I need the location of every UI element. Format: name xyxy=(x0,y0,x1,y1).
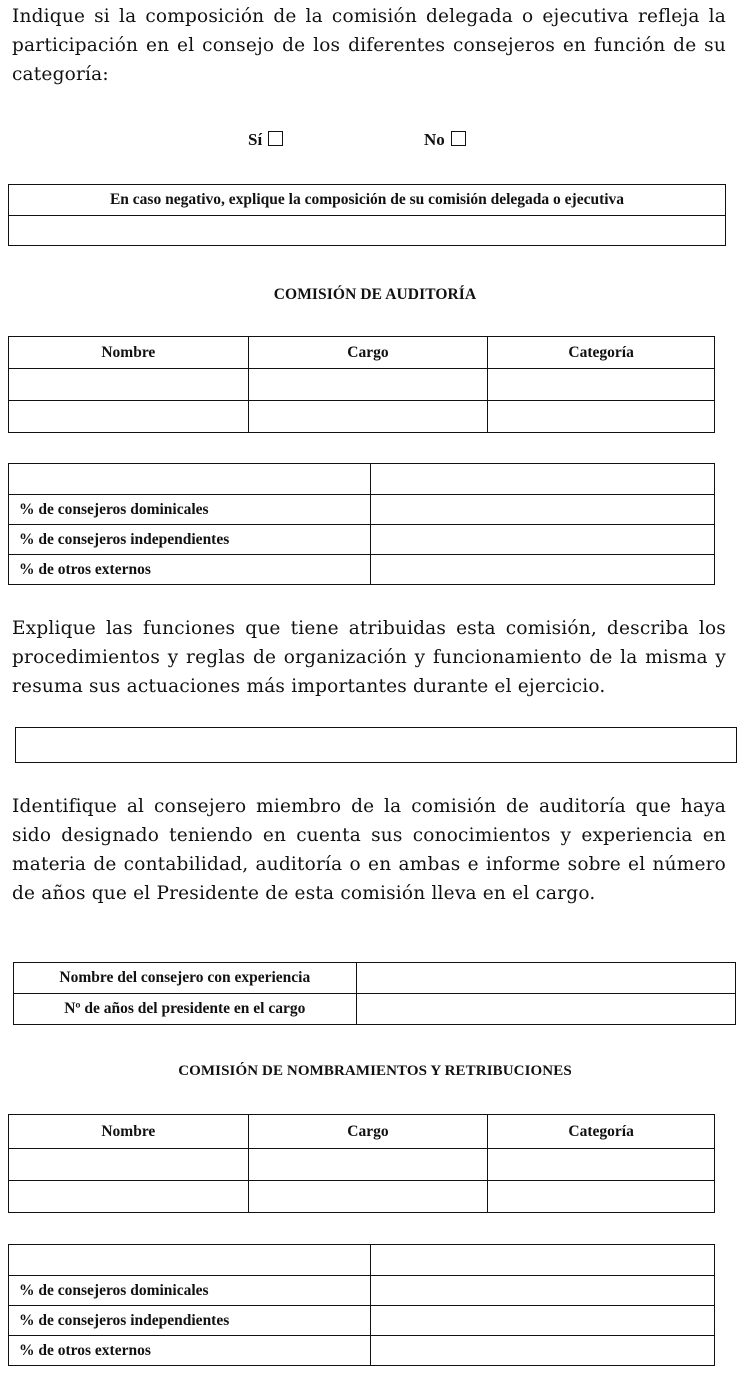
expert-prompt: Identifique al consejero miembro de la comisión de auditoría que haya sido designado teniendo en cuenta sus conocimientos y experiencia en materia de contabilidad, auditoría o en ambas e informe sobre el número de años que el Presidente de esta comisión lleva en el cargo. xyxy=(12,796,726,904)
functions-answer-table xyxy=(15,727,737,763)
nombre-cell[interactable] xyxy=(9,1181,249,1213)
table-row xyxy=(9,369,715,401)
composition-question: Indique si la composición de la comisión delegada o ejecutiva refleja la participación en el consejo de los diferentes consejeros en función de su categoría: xyxy=(12,6,726,85)
percent-value-field[interactable] xyxy=(370,1245,714,1276)
categoria-cell[interactable] xyxy=(488,1181,715,1213)
percent-value-field[interactable] xyxy=(370,525,714,555)
cargo-cell[interactable] xyxy=(248,369,488,401)
table-row xyxy=(9,555,715,585)
table-row xyxy=(9,1245,715,1276)
column-header-categoria: Categoría xyxy=(488,337,715,369)
si-checkbox[interactable] xyxy=(268,131,283,146)
table-row xyxy=(9,525,715,555)
nombre-cell[interactable] xyxy=(9,1149,249,1181)
appointments-committee-title: COMISIÓN DE NOMBRAMIENTOS Y RETRIBUCIONES xyxy=(178,1063,572,1079)
categoria-cell[interactable] xyxy=(488,401,715,433)
percent-label: % de consejeros dominicales xyxy=(9,1276,371,1306)
table-row xyxy=(9,495,715,525)
nombre-cell[interactable] xyxy=(9,369,249,401)
table-row xyxy=(9,1276,715,1306)
audit-members-table xyxy=(8,336,715,433)
negative-explanation-table xyxy=(8,184,726,246)
percent-value-field[interactable] xyxy=(370,464,714,495)
audit-committee-title: COMISIÓN DE AUDITORÍA xyxy=(273,286,477,303)
expert-table xyxy=(13,962,736,1025)
percent-label: % de consejeros independientes xyxy=(9,1306,371,1336)
si-label: Sí xyxy=(248,130,263,149)
percent-value-field[interactable] xyxy=(370,495,714,525)
table-row xyxy=(9,401,715,433)
table-row xyxy=(14,963,736,994)
percent-value-field[interactable] xyxy=(370,555,714,585)
table-row xyxy=(14,994,736,1025)
percent-label: % de otros externos xyxy=(9,555,371,585)
functions-prompt: Explique las funciones que tiene atribuidas esta comisión, describa los procedimientos y reglas de organización y funcionamiento de la misma y resuma sus actuaciones más importantes durante el ejercicio. xyxy=(12,618,726,697)
no-option[interactable] xyxy=(424,130,466,150)
negative-explanation-header: En caso negativo, explique la composición de su comisión delegada o ejecutiva xyxy=(9,185,726,216)
column-header-nombre: Nombre xyxy=(9,1115,249,1149)
categoria-cell[interactable] xyxy=(488,1149,715,1181)
cargo-cell[interactable] xyxy=(248,401,488,433)
percent-label xyxy=(9,464,371,495)
percent-label xyxy=(9,1245,371,1276)
functions-answer-field[interactable] xyxy=(16,728,737,763)
cargo-cell[interactable] xyxy=(248,1181,488,1213)
column-header-cargo: Cargo xyxy=(248,337,488,369)
cargo-cell[interactable] xyxy=(248,1149,488,1181)
si-option[interactable] xyxy=(248,130,283,150)
column-header-cargo: Cargo xyxy=(248,1115,488,1149)
categoria-cell[interactable] xyxy=(488,369,715,401)
president-years-field[interactable] xyxy=(356,994,735,1025)
table-row xyxy=(9,464,715,495)
no-label: No xyxy=(424,130,445,149)
president-years-label: Nº de años del presidente en el cargo xyxy=(14,994,357,1025)
percent-label: % de otros externos xyxy=(9,1336,371,1366)
column-header-nombre: Nombre xyxy=(9,337,249,369)
percent-value-field[interactable] xyxy=(370,1306,714,1336)
negative-explanation-field[interactable] xyxy=(9,216,726,246)
nombre-cell[interactable] xyxy=(9,401,249,433)
table-row xyxy=(9,1149,715,1181)
percent-label: % de consejeros independientes xyxy=(9,525,371,555)
no-checkbox[interactable] xyxy=(451,131,466,146)
table-row xyxy=(9,1336,715,1366)
column-header-categoria: Categoría xyxy=(488,1115,715,1149)
table-row xyxy=(9,1181,715,1213)
expert-name-field[interactable] xyxy=(356,963,735,994)
appointments-percent-table xyxy=(8,1244,715,1366)
table-row xyxy=(9,1306,715,1336)
appointments-members-table xyxy=(8,1114,715,1213)
expert-name-label: Nombre del consejero con experiencia xyxy=(14,963,357,994)
percent-value-field[interactable] xyxy=(370,1276,714,1306)
percent-label: % de consejeros dominicales xyxy=(9,495,371,525)
audit-percent-table xyxy=(8,463,715,585)
percent-value-field[interactable] xyxy=(370,1336,714,1366)
